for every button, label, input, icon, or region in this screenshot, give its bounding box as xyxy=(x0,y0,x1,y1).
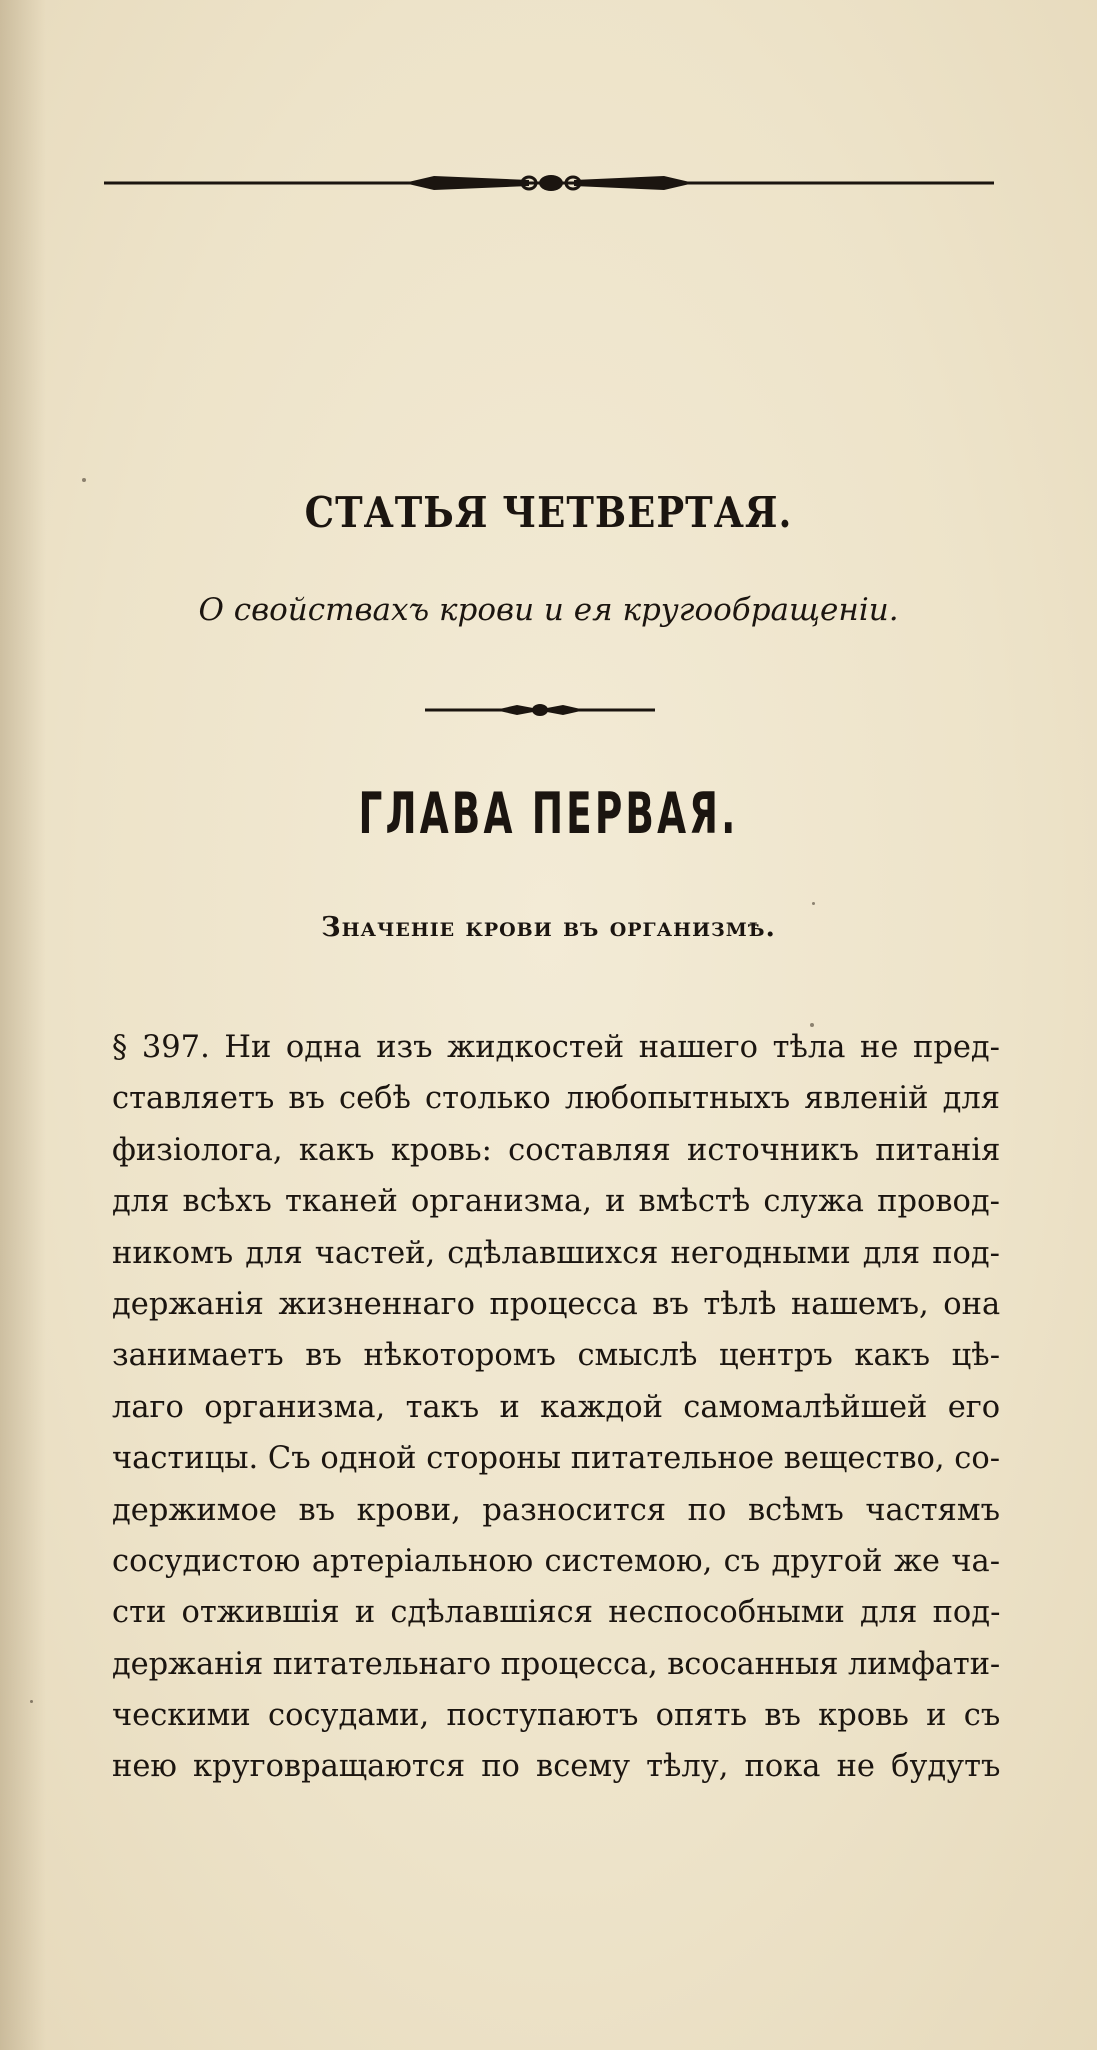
top-ornamental-rule xyxy=(104,166,994,200)
text-line: лаго организма, такъ и каждой самомалѣйшей его xyxy=(112,1389,1001,1425)
text-line: ставляетъ въ себѣ столько любопытныхъ явленій для xyxy=(112,1081,1000,1117)
text-line: занимаетъ въ нѣкоторомъ смыслѣ центръ какъ цѣ- xyxy=(112,1338,1000,1374)
paragraph-397 xyxy=(112,1022,1000,1793)
paper-speck xyxy=(82,478,86,482)
part-subtitle: О свойствахъ крови и ея кругообращеніи. xyxy=(198,592,899,628)
text-line: держанія питательнаго процесса, всосанныя лимфати- xyxy=(112,1646,1001,1682)
text-line: держимое въ крови, разносится по всѣмъ частямъ xyxy=(112,1492,1000,1528)
paper-speck xyxy=(810,1023,814,1027)
text-line: сти отжившія и сдѣлавшіяся неспособными для под- xyxy=(112,1595,1001,1631)
text-line: ческими сосудами, поступаютъ опять въ кровь и съ xyxy=(112,1698,1001,1734)
text-line: § 397. Ни одна изъ жидкостей нашего тѣла не пред- xyxy=(112,1030,1000,1065)
page-gutter-shadow xyxy=(0,0,46,2050)
text-line: никомъ для частей, сдѣлавшихся негодными для под- xyxy=(112,1235,1000,1271)
paper-speck xyxy=(812,902,815,905)
text-line: сосудистою артеріальною системою, съ другой же ча- xyxy=(112,1543,1000,1579)
text-line: нею круговращаются по всему тѣлу, пока не будутъ xyxy=(112,1749,1001,1785)
text-line: частицы. Съ одной стороны питательное вещество, со- xyxy=(112,1441,1001,1477)
section-heading: Значеніе крови въ организмѣ. xyxy=(321,912,776,943)
text-line: держанія жизненнаго процесса въ тѣлѣ нашемъ, она xyxy=(112,1286,1001,1322)
text-line: физіолога, какъ кровь: составляя источникъ питанія xyxy=(112,1132,1001,1168)
chapter-title: ГЛАВА ПЕРВАЯ. xyxy=(358,780,739,848)
paper-speck xyxy=(30,1700,33,1703)
chapter-ornamental-rule xyxy=(425,699,655,721)
part-title: СТАТЬЯ ЧЕТВЕРТАЯ. xyxy=(304,486,793,538)
text-line: для всѣхъ тканей организма, и вмѣстѣ служа провод- xyxy=(112,1184,1000,1220)
